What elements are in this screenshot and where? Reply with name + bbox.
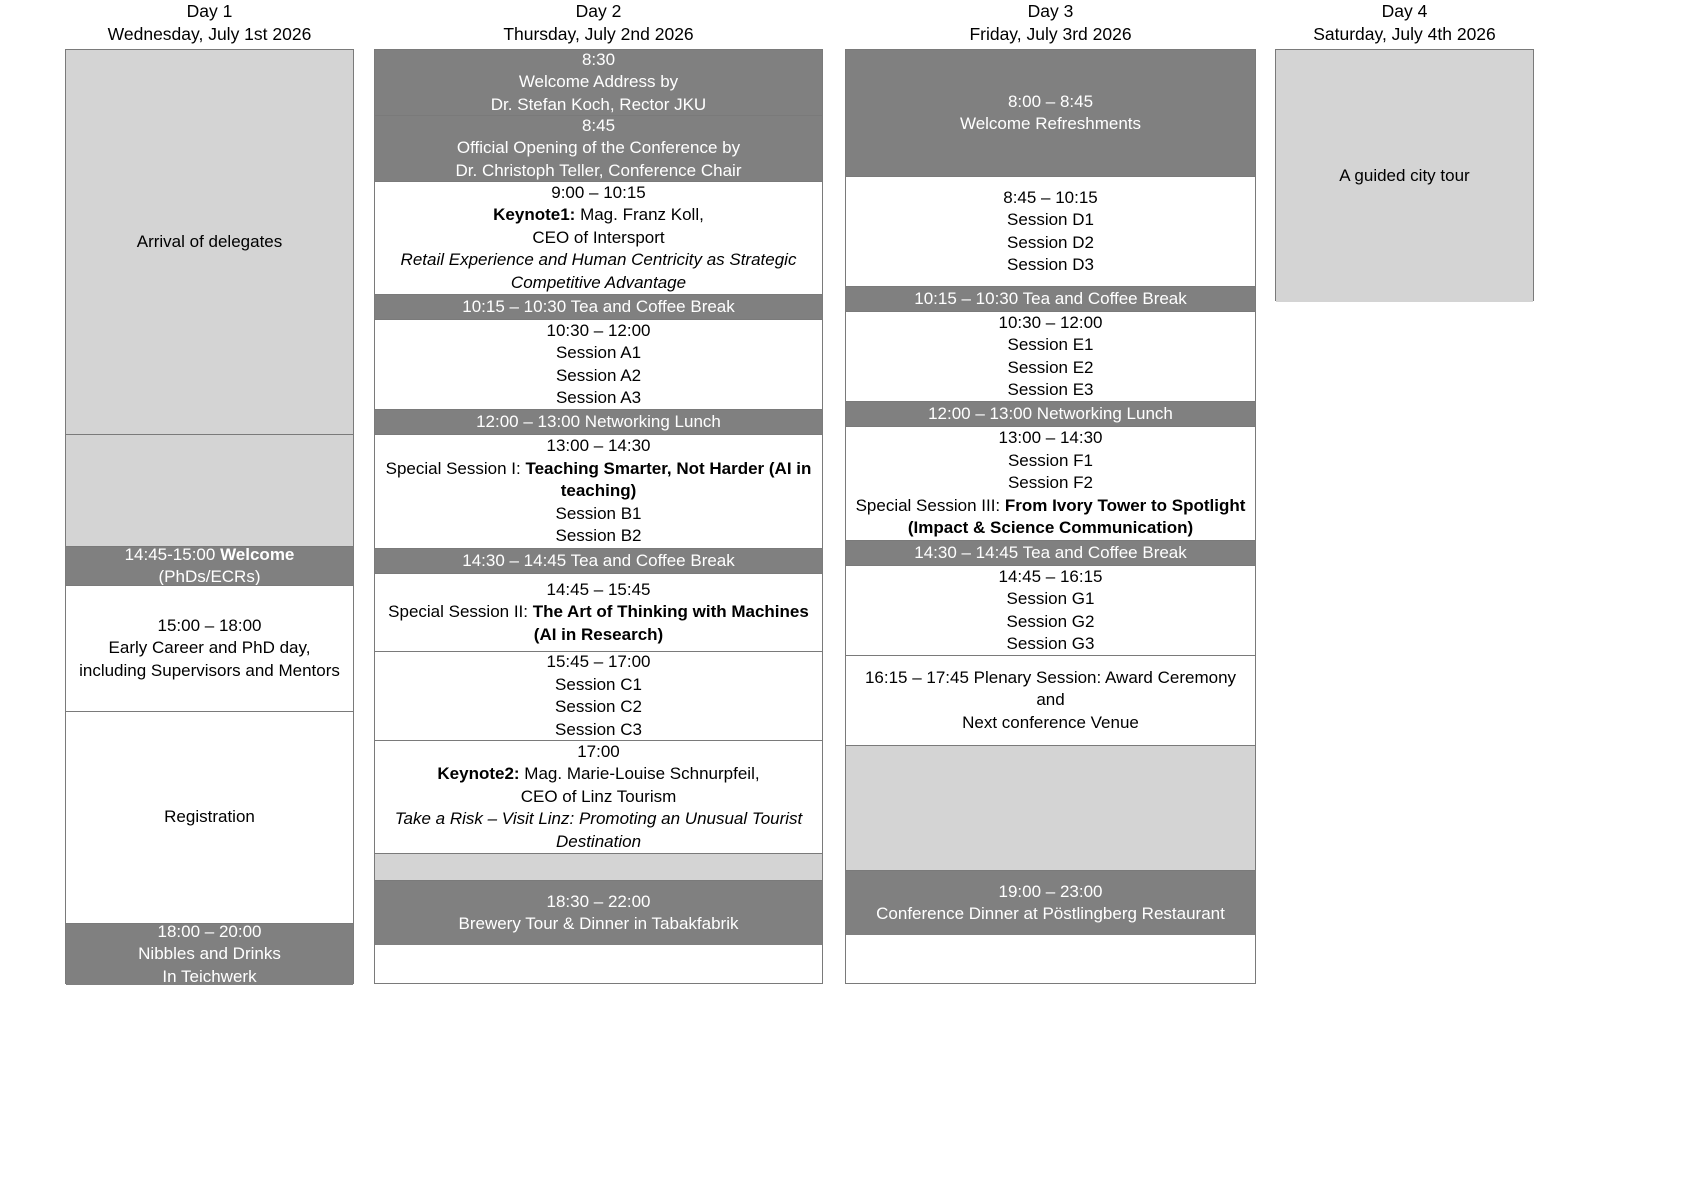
schedule-cell-line: Registration xyxy=(164,807,255,827)
schedule-cell-line: Special Session III: From Ivory Tower to Spotlight (Impact & Science Communication) xyxy=(855,495,1246,538)
schedule-cell-line: Session C3 xyxy=(555,719,642,739)
day-name-3: Day 3 xyxy=(1027,1,1074,21)
schedule-cell-line: Next conference Venue xyxy=(962,712,1139,732)
schedule-cell xyxy=(375,50,822,116)
day-body-2 xyxy=(374,49,823,984)
day-date-4: Saturday, July 4th 2026 xyxy=(1313,24,1496,44)
schedule-cell-line: Session G1 xyxy=(1006,589,1095,608)
schedule-cell xyxy=(846,656,1255,746)
emphasis-text: The Art of Thinking with Machines (AI in Research) xyxy=(532,602,809,644)
schedule-cell xyxy=(846,402,1255,427)
schedule-cell-line: Dr. Stefan Koch, Rector JKU xyxy=(490,94,707,114)
schedule-cell xyxy=(375,574,822,652)
schedule-cell-line: 17:00 xyxy=(577,741,620,761)
schedule-cell-line xyxy=(381,808,816,853)
schedule-cell-line: Session F1 xyxy=(1007,450,1094,470)
schedule-cell-line: 13:00 – 14:30 xyxy=(998,428,1103,448)
schedule-cell-line: Special Session II: The Art of Thinking with Machines (AI in Research) xyxy=(388,602,809,644)
schedule-cell-line: Welcome Address by xyxy=(518,72,679,92)
schedule-cell-line: Session B1 xyxy=(555,503,642,523)
day-body-4 xyxy=(1275,49,1534,301)
schedule-cell xyxy=(375,182,822,295)
schedule-cell xyxy=(375,741,822,854)
schedule-cell-line: 14:45-15:00 Welcome xyxy=(72,547,347,566)
schedule-cell-line: Keynote2: Mag. Marie-Louise Schnurpfeil, xyxy=(437,764,760,784)
emphasis-text: Welcome xyxy=(220,547,295,564)
schedule-cell-line: 13:00 – 14:30 xyxy=(546,436,651,456)
schedule-cell-line: 10:15 – 10:30 Tea and Coffee Break xyxy=(914,288,1187,308)
emphasis-text: Keynote2: xyxy=(437,764,520,784)
schedule-cell-line: Session G3 xyxy=(1006,634,1095,653)
schedule-cell-line: Conference Dinner at Pöstlingberg Restaurant xyxy=(876,904,1225,923)
schedule-cell-line: Dr. Christoph Teller, Conference Chair xyxy=(455,160,742,180)
schedule-cell-line: 8:45 – 10:15 xyxy=(1003,187,1098,207)
day-body-1 xyxy=(65,49,354,984)
schedule-cell-line: Session E3 xyxy=(1007,380,1094,399)
schedule-cell-line: CEO of Linz Tourism xyxy=(520,786,677,806)
schedule-cell-line: 15:00 – 18:00 xyxy=(157,615,262,635)
schedule-cell-line: Session E1 xyxy=(1007,335,1094,354)
schedule-cell xyxy=(375,295,822,320)
schedule-cell xyxy=(846,50,1255,177)
emphasis-text: Keynote1: xyxy=(493,205,576,225)
schedule-cell-line: 12:00 – 13:00 Networking Lunch xyxy=(928,403,1173,423)
schedule-cell-line: Session C2 xyxy=(555,697,642,716)
schedule-cell xyxy=(846,177,1255,287)
schedule-cell-line: Session G2 xyxy=(1006,611,1095,631)
schedule-cell-line: including Supervisors and Mentors xyxy=(79,660,340,680)
schedule-cell xyxy=(375,881,822,945)
schedule-cell-line: 18:30 – 22:00 xyxy=(546,891,651,911)
schedule-cell-line: 8:45 xyxy=(581,116,616,135)
schedule-cell-line: 15:45 – 17:00 xyxy=(546,652,651,671)
schedule-cell xyxy=(375,116,822,182)
emphasis-text: From Ivory Tower to Spotlight (Impact & Science Communication) xyxy=(907,495,1246,538)
day-body-3 xyxy=(845,49,1256,984)
schedule-cell xyxy=(375,549,822,574)
schedule-cell xyxy=(66,924,353,985)
schedule-cell-line: 8:30 xyxy=(581,50,616,69)
schedule-cell xyxy=(375,410,822,435)
schedule-cell-line: Session C1 xyxy=(555,674,642,694)
schedule-cell-line: 10:15 – 10:30 Tea and Coffee Break xyxy=(462,296,735,316)
day-column-4 xyxy=(1275,0,1534,301)
schedule-cell-line: Arrival of delegates xyxy=(136,231,283,251)
schedule-cell xyxy=(375,652,822,741)
day-column-3 xyxy=(845,0,1256,984)
schedule-cell-line: 9:00 – 10:15 xyxy=(551,182,646,202)
schedule-cell xyxy=(375,435,822,549)
day-date-1: Wednesday, July 1st 2026 xyxy=(107,24,312,44)
schedule-cell-line: Session B2 xyxy=(555,526,642,546)
schedule-cell-line: 12:00 – 13:00 Networking Lunch xyxy=(476,411,721,431)
schedule-cell-line: Keynote1: Mag. Franz Koll, xyxy=(493,205,704,225)
schedule-cell xyxy=(375,320,822,410)
schedule-cell xyxy=(846,287,1255,312)
schedule-cell-line: Official Opening of the Conference by xyxy=(456,138,741,158)
schedule-cell xyxy=(66,712,353,924)
schedule-cell xyxy=(375,854,822,881)
schedule-cell xyxy=(66,435,353,547)
schedule-cell xyxy=(846,312,1255,402)
schedule-cell xyxy=(846,541,1255,566)
schedule-cell-line: Brewery Tour & Dinner in Tabakfabrik xyxy=(458,914,739,933)
schedule-cell-line: 10:30 – 12:00 xyxy=(998,312,1103,332)
schedule-cell-line: (PhDs/ECRs) xyxy=(158,567,261,586)
day-name-1: Day 1 xyxy=(186,1,233,21)
schedule-cell-line: 14:30 – 14:45 Tea and Coffee Break xyxy=(462,550,735,570)
day-header-4 xyxy=(1275,0,1534,49)
schedule-cell xyxy=(66,50,353,435)
schedule-cell-line: Session A1 xyxy=(555,343,642,362)
schedule-cell-line: Session D2 xyxy=(1007,232,1094,252)
session-title-italic: Take a Risk – Visit Linz: Promoting an Unusual Tourist Destination xyxy=(394,809,803,851)
day-header-3 xyxy=(845,0,1256,49)
schedule-cell-line: Special Session I: Teaching Smarter, Not Harder (AI in teaching) xyxy=(385,458,812,501)
emphasis-text: Teaching Smarter, Not Harder (AI in teaching) xyxy=(525,458,812,501)
schedule-cell xyxy=(846,746,1255,871)
day-header-1 xyxy=(65,0,354,49)
schedule-cell xyxy=(846,427,1255,541)
schedule-cell-line: CEO of Intersport xyxy=(532,227,665,247)
day-column-2 xyxy=(374,0,823,984)
schedule-cell-line: Early Career and PhD day, xyxy=(108,638,311,658)
day-date-2: Thursday, July 2nd 2026 xyxy=(503,24,694,44)
schedule-cell-line: 19:00 – 23:00 xyxy=(998,881,1103,901)
schedule-cell-line: Session A2 xyxy=(555,365,642,385)
schedule-cell-line: 18:00 – 20:00 xyxy=(157,924,262,941)
schedule-cell-line: Session D1 xyxy=(1007,210,1094,229)
day-date-3: Friday, July 3rd 2026 xyxy=(969,24,1132,44)
schedule-cell-line: Nibbles and Drinks xyxy=(138,944,281,964)
schedule-cell xyxy=(66,586,353,712)
schedule-cell-line: 16:15 – 17:45 Plenary Session: Award Ceremony xyxy=(864,667,1237,687)
day-name-2: Day 2 xyxy=(575,1,622,21)
day-header-2 xyxy=(374,0,823,49)
schedule-cell-line: In Teichwerk xyxy=(162,966,257,985)
schedule-cell-line: Session E2 xyxy=(1007,357,1094,377)
schedule-cell xyxy=(1276,50,1533,302)
schedule-cell-line: 14:30 – 14:45 Tea and Coffee Break xyxy=(914,542,1187,562)
schedule-cell-line: Session D3 xyxy=(1007,255,1094,274)
schedule-cell-line: A guided city tour xyxy=(1339,165,1470,185)
schedule-cell-line: 8:00 – 8:45 xyxy=(1007,91,1094,111)
schedule-cell-line: 14:45 – 15:45 xyxy=(546,579,651,599)
schedule-cell xyxy=(846,566,1255,656)
schedule-cell-line xyxy=(381,249,816,294)
schedule-cell-line: and xyxy=(1036,690,1065,710)
session-title-italic: Retail Experience and Human Centricity as Strategic Competitive Advantage xyxy=(400,250,797,292)
schedule-cell-line: Welcome Refreshments xyxy=(959,114,1142,133)
day-name-4: Day 4 xyxy=(1381,1,1428,21)
schedule-cell-line: Session F2 xyxy=(1007,473,1094,493)
schedule-cell xyxy=(66,547,353,586)
schedule-cell xyxy=(846,871,1255,935)
day-column-1 xyxy=(65,0,354,984)
schedule-cell-line: Session A3 xyxy=(555,388,642,407)
schedule-cell-line: 10:30 – 12:00 xyxy=(546,320,651,340)
schedule-cell-line: 14:45 – 16:15 xyxy=(998,566,1103,586)
